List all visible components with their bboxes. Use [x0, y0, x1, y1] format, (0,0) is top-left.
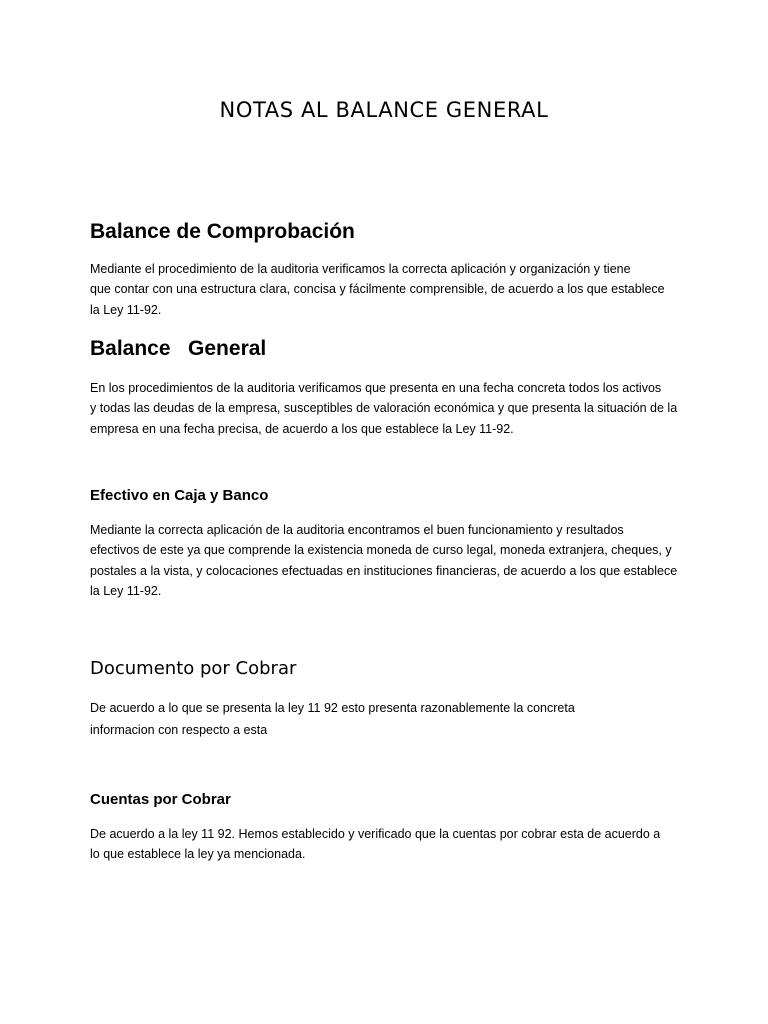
document-title: NOTAS AL BALANCE GENERAL — [219, 98, 549, 122]
section-body-documento-por-cobrar: De acuerdo a lo que se presenta la ley 11 92 esto presenta razonablemente la concreta informacion con respecto a esta — [90, 701, 575, 737]
section-heading-balance-de-comprobacion: Balance de Comprobación — [90, 220, 355, 243]
section-heading-documento-por-cobrar: Documento por Cobrar — [90, 658, 297, 679]
section-heading-efectivo-en-caja-y-banco: Efectivo en Caja y Banco — [90, 487, 269, 504]
section-body-cuentas-por-cobrar: De acuerdo a la ley 11 92. Hemos establecido y verificado que la cuentas por cobrar esta de acuerdo a lo que establece la ley ya mencionada. — [90, 827, 661, 862]
section-body-balance-de-comprobacion: Mediante el procedimiento de la auditoria verificamos la correcta aplicación y organización y tiene que contar con una estructura clara, concisa y fácilmente comprensible, de acuerdo a los que establece la Ley 11-92. — [90, 262, 665, 317]
section-body-efectivo-en-caja-y-banco: Mediante la correcta aplicación de la auditoria encontramos el buen funcionamiento y resultados efectivos de este ya que comprende la existencia moneda de curso legal, moneda extranjera, cheques, y postales a la vista, y colocaciones efectuadas en instituciones financieras, de acuerdo a los que establece la Ley 11-92. — [90, 523, 678, 598]
section-heading-balance-general: Balance General — [90, 337, 267, 360]
section-heading-cuentas-por-cobrar: Cuentas por Cobrar — [90, 791, 231, 808]
section-body-balance-general: En los procedimientos de la auditoria verificamos que presenta en una fecha concreta todos los activos y todas las deudas de la empresa, susceptibles de valoración económica y que presenta la situación de la empresa en una fecha precisa, de acuerdo a los que establece la Ley 11-92. — [90, 381, 678, 436]
